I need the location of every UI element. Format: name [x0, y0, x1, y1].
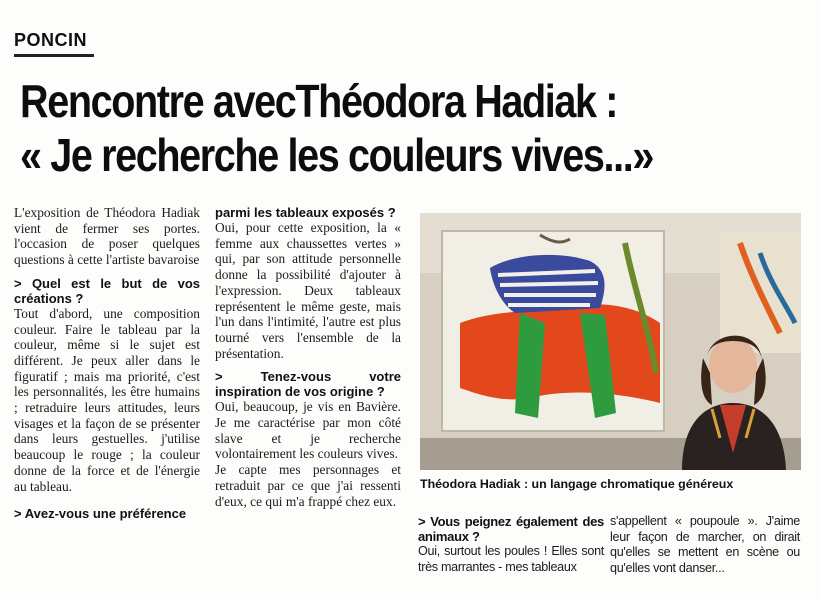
headline-line-1: Rencontre avecThéodora Hadiak : — [20, 75, 618, 127]
answer-4-end: s'appellent « poupoule ». J'aime leur façon de marcher, on dirait qu'elles se mettent en scène ou qu'elles vont danser... — [610, 514, 800, 575]
headline-line-2: « Je recherche les couleurs vives...» — [20, 129, 654, 181]
answer-1: Tout d'abord, une composition couleur. Faire le tableau par la couleur, même si le sujet est différent. Je peux aller dans le figuratif ; mais ma priorité, c'est les personnalités, les être humains ; retraduire leurs attitudes, leurs visages et la façon de se présenter dans leurs gestuelles. j'utilise beaucoup le rouge ; la couleur donne de la force et de l'énergie au tableau. — [14, 305, 200, 494]
question-4: > Vous peignez également des animaux ? — [418, 514, 604, 544]
section-kicker: PONCIN — [14, 30, 88, 50]
column-4 — [610, 514, 800, 576]
answer-3a: Oui, beaucoup, je vis en Bavière. Je me caractérise par mon côté slave et je recherche volontairement les couleurs vives. — [215, 399, 401, 462]
column-1 — [14, 205, 200, 521]
photo-caption: Théodora Hadiak : un langage chromatique généreux — [420, 477, 734, 491]
answer-4-start: Oui, surtout les poules ! Elles sont très marrantes - mes tableaux — [418, 544, 604, 574]
answer-3b: Je capte mes personnages et retraduit par ce que j'ai ressenti d'eux, ce qui m'a frappé chez eux. — [215, 462, 401, 509]
question-2-end: parmi les tableaux exposés ? — [215, 205, 396, 220]
column-2 — [215, 205, 401, 509]
question-3: > Tenez-vous votre inspiration de vos origine ? — [215, 369, 401, 400]
answer-2: Oui, pour cette exposition, la « femme aux chaussettes vertes » qui, par son attitude personnelle donne la possibilité d'ajouter à l'expression. Deux tableaux représentent le même geste, mais l'un dans l'intimité, l'autre est plus tourné vers l'ensemble de la présentation. — [215, 220, 401, 361]
column-3 — [418, 514, 604, 575]
artist-photo — [420, 213, 801, 470]
kicker-underline — [14, 54, 94, 57]
photo-illustration — [420, 213, 801, 470]
question-1: > Quel est le but de vos créations ? — [14, 275, 200, 306]
question-2-start: > Avez-vous une préférence — [14, 506, 187, 522]
headline — [20, 74, 699, 182]
intro-paragraph: L'exposition de Théodora Hadiak vient de fermer ses portes. l'occasion de poser quelques questions à cette l'artiste bavaroise — [14, 205, 200, 268]
